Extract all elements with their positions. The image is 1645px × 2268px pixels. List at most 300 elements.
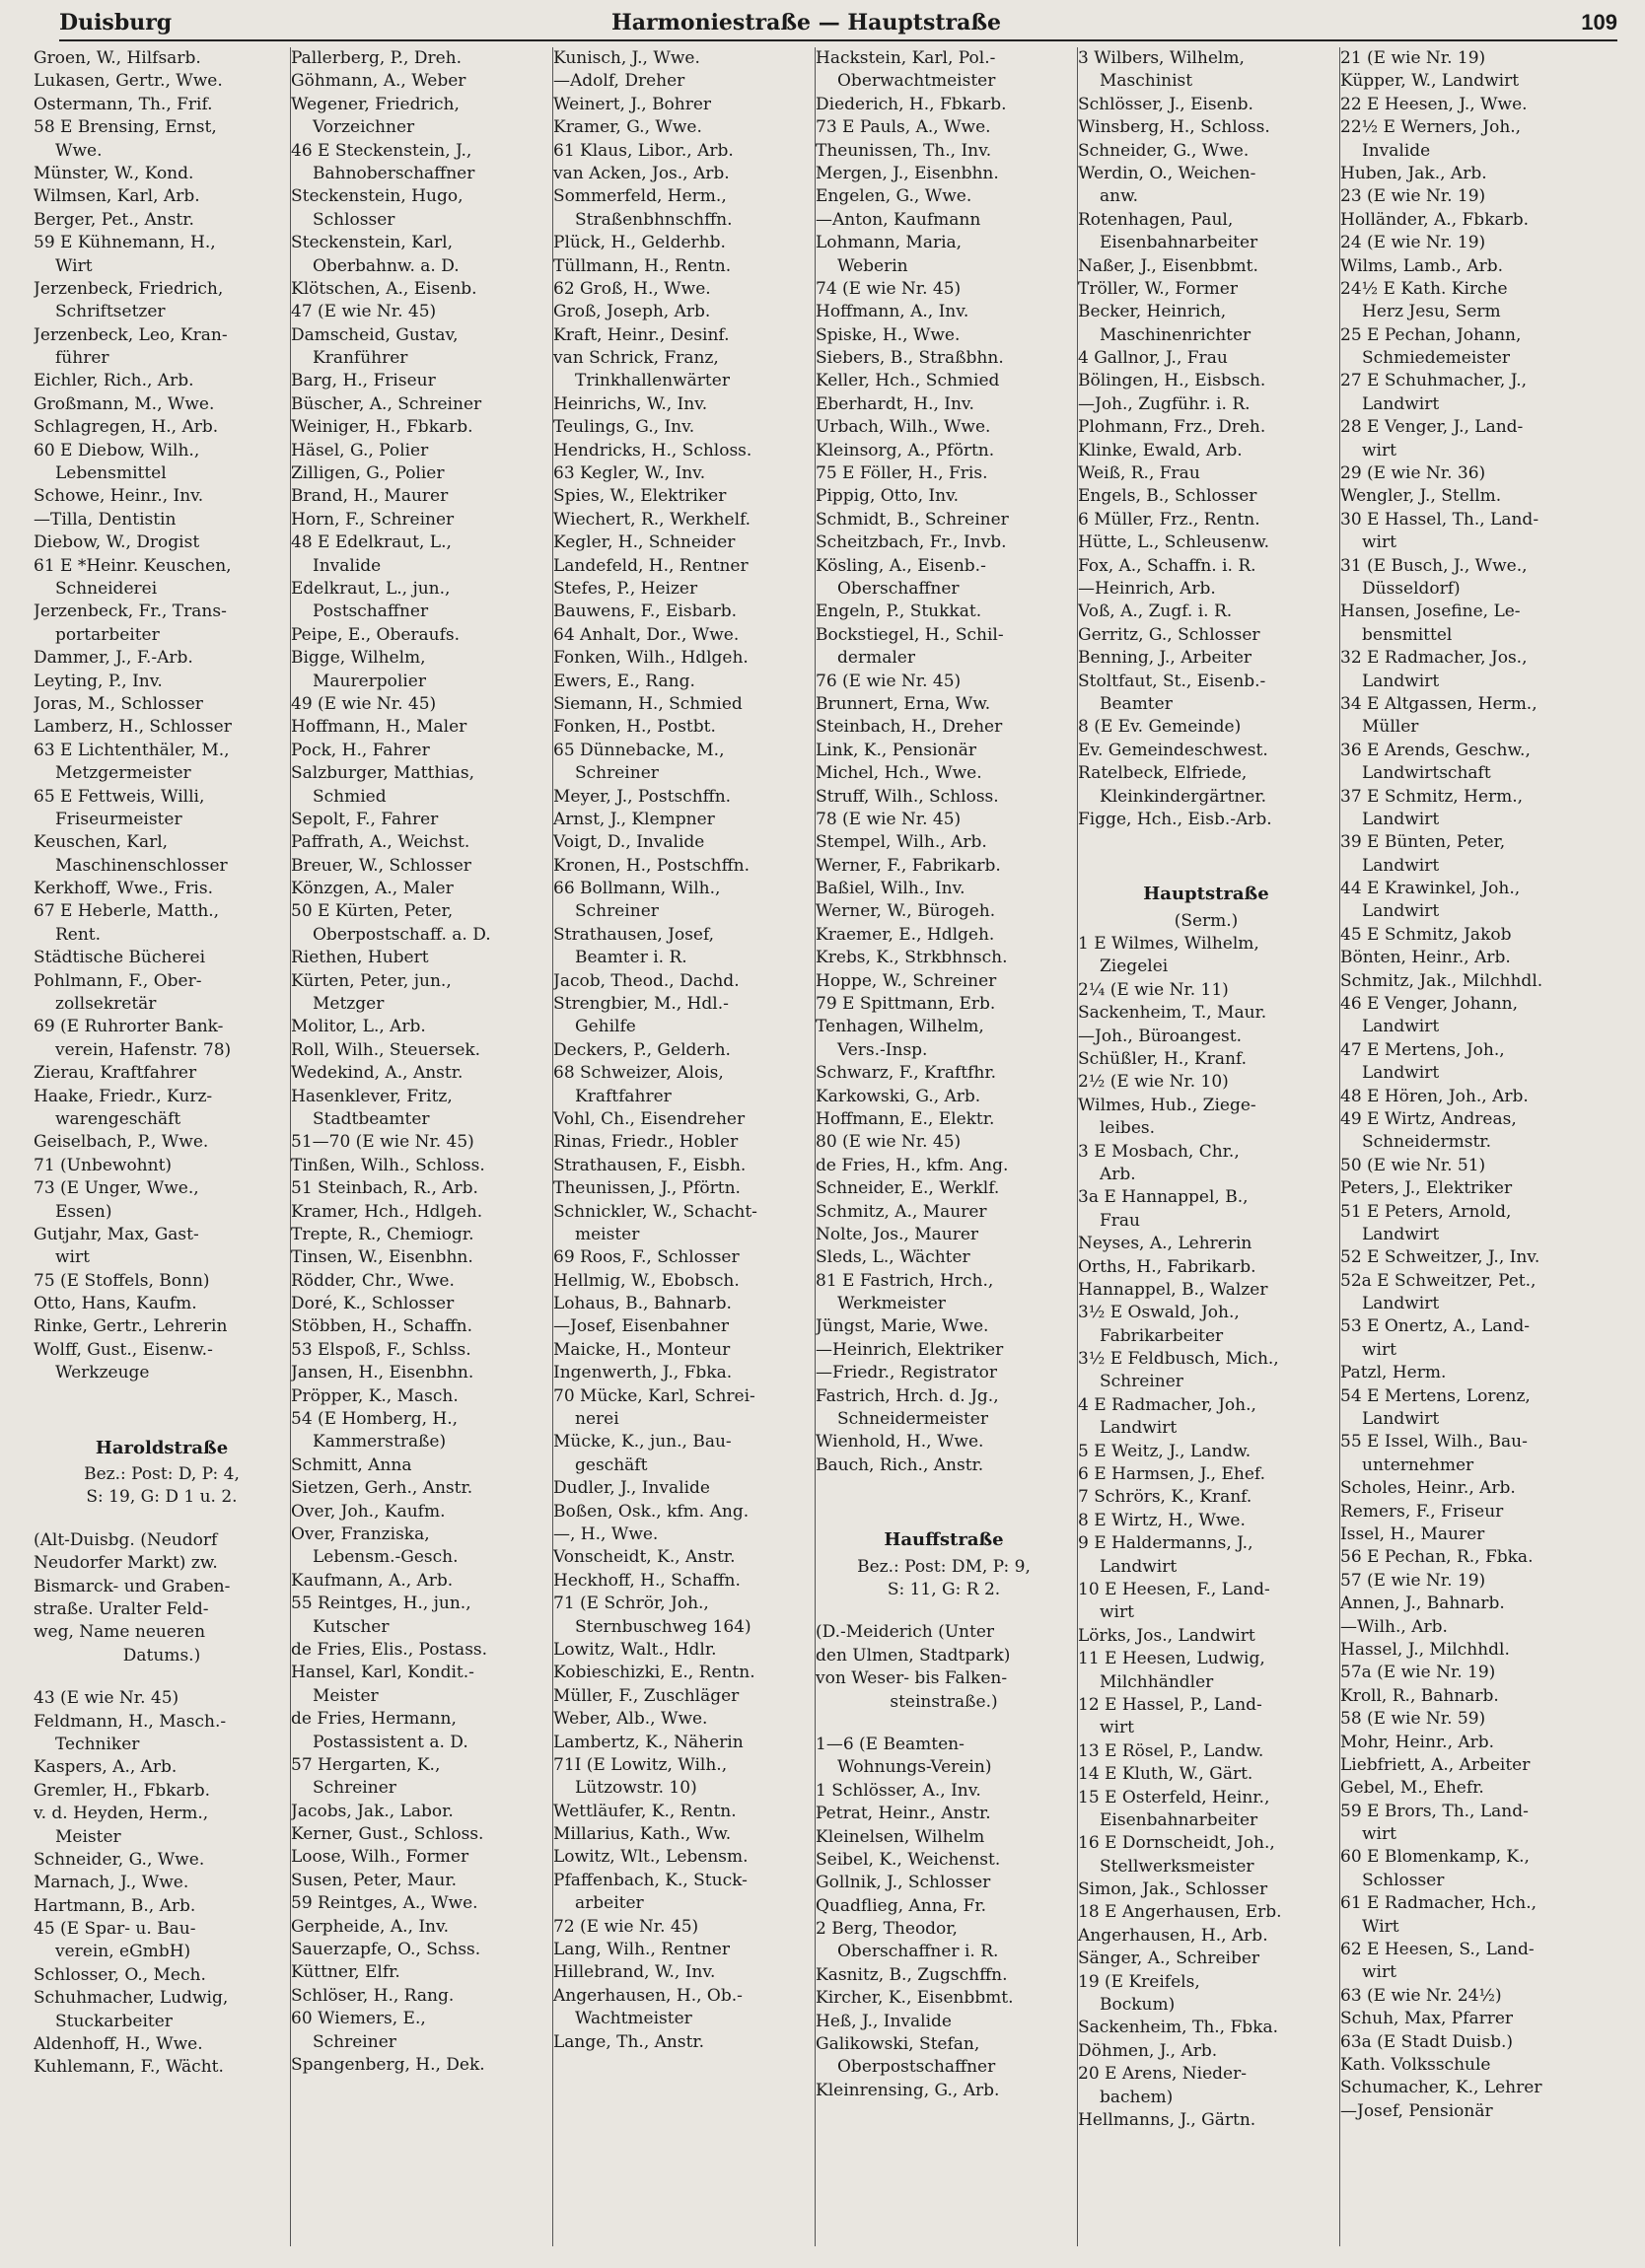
directory-entry: 14 E Kluth, W., Gärt. bbox=[1078, 1764, 1253, 1785]
directory-entry: 19 (E Kreifels, bbox=[1078, 1971, 1200, 1992]
directory-entry: 80 (E wie Nr. 45) bbox=[816, 1132, 962, 1153]
entry-continuation: verein, eGmbH) bbox=[55, 1942, 191, 1962]
directory-entry: Schüßler, H., Kranf. bbox=[1078, 1049, 1248, 1070]
directory-entry: Sauerzapfe, O., Schss. bbox=[291, 1940, 481, 1960]
directory-entry: Joras, M., Schlosser bbox=[34, 693, 203, 714]
directory-entry: 25 E Pechan, Johann, bbox=[1340, 324, 1522, 345]
directory-entry: Wilmsen, Karl, Arb. bbox=[34, 186, 200, 207]
directory-entry: Schneider, E., Werklf. bbox=[816, 1178, 1000, 1199]
directory-entry: Damscheid, Gustav, bbox=[291, 324, 459, 345]
directory-entry: Becker, Heinrich, bbox=[1078, 302, 1227, 322]
directory-entry: Schlöser, H., Rang. bbox=[291, 1985, 455, 2006]
directory-entry: Mohr, Heinr., Arb. bbox=[1340, 1732, 1495, 1752]
directory-entry: Büscher, A., Schreiner bbox=[291, 393, 482, 414]
directory-entry: Peters, J., Elektriker bbox=[1340, 1178, 1513, 1199]
directory-entry: Weinert, J., Bohrer bbox=[553, 94, 712, 114]
directory-entry: 31 (E Busch, J., Wwe., bbox=[1340, 555, 1528, 576]
entry-continuation: Fabrikarbeiter bbox=[1100, 1325, 1224, 1346]
entry-continuation: Schneidermeister bbox=[837, 1409, 988, 1430]
directory-entry: Hartmann, B., Arb. bbox=[34, 1895, 196, 1916]
directory-entry: Mücke, K., jun., Bau- bbox=[553, 1432, 732, 1453]
directory-entry: 57 (E wie Nr. 19) bbox=[1340, 1570, 1486, 1591]
directory-entry: Tinsen, W., Eisenbhn. bbox=[291, 1247, 473, 1268]
entry-continuation: verein, Hafenstr. 78) bbox=[55, 1039, 232, 1060]
directory-entry: Engeln, P., Stukkat. bbox=[816, 602, 982, 622]
directory-entry: Angerhausen, H., Ob.- bbox=[553, 1985, 743, 2006]
directory-entry: 63 Kegler, W., Inv. bbox=[553, 463, 706, 484]
directory-entry: 3a E Hannappel, B., bbox=[1078, 1187, 1249, 1208]
directory-entry: Lamberz, H., Schlosser bbox=[34, 717, 232, 738]
directory-entry: Naßer, J., Eisenbbmt. bbox=[1078, 255, 1258, 276]
directory-entry: 65 E Fettweis, Willi, bbox=[34, 786, 205, 807]
directory-entry: Schwarz, F., Kraftfhr. bbox=[816, 1063, 997, 1084]
entry-continuation: Landwirt bbox=[1362, 671, 1440, 691]
entry-continuation: geschäft bbox=[575, 1454, 648, 1475]
directory-entry: Spangenberg, H., Dek. bbox=[291, 2054, 485, 2075]
directory-entry: van Schrick, Franz, bbox=[553, 348, 719, 369]
street-info: S: 19, G: D 1 u. 2. bbox=[86, 1487, 238, 1508]
entry-continuation: Meister bbox=[55, 1826, 121, 1847]
directory-entry: Brunnert, Erna, Ww. bbox=[816, 693, 991, 714]
entry-continuation: Stadtbeamter bbox=[313, 1108, 430, 1129]
entry-continuation: nerei bbox=[575, 1409, 619, 1430]
directory-entry: 58 (E wie Nr. 59) bbox=[1340, 1709, 1486, 1730]
directory-entry: Spiske, H., Wwe. bbox=[816, 324, 961, 345]
entry-continuation: führer bbox=[55, 348, 109, 369]
street-info: S: 11, G: R 2. bbox=[887, 1580, 1001, 1599]
entry-continuation: Metzger bbox=[313, 994, 385, 1015]
directory-entry: Teulings, G., Inv. bbox=[553, 417, 695, 438]
entry-continuation: Kranführer bbox=[313, 348, 408, 369]
directory-entry: Lowitz, Walt., Hdlr. bbox=[553, 1639, 717, 1660]
directory-entry: Siebers, B., Straßbhn. bbox=[816, 348, 1004, 369]
entry-continuation: Landwirt bbox=[1100, 1418, 1178, 1439]
directory-entry: Kegler, H., Schneider bbox=[553, 532, 736, 553]
entry-continuation: Schreiner bbox=[575, 763, 659, 784]
directory-entry: 69 Roos, F., Schlosser bbox=[553, 1247, 740, 1268]
entry-continuation: wirt bbox=[55, 1247, 90, 1268]
directory-entry: 47 (E wie Nr. 45) bbox=[291, 302, 437, 322]
directory-entry: Groen, W., Hilfsarb. bbox=[34, 48, 201, 68]
directory-entry: Loose, Wilh., Former bbox=[291, 1847, 469, 1868]
directory-entry: 61 E Radmacher, Hch., bbox=[1340, 1893, 1538, 1914]
directory-entry: weg, Name neueren bbox=[34, 1622, 206, 1643]
directory-entry: 47 E Mertens, Joh., bbox=[1340, 1039, 1505, 1060]
directory-entry: Wilms, Lamb., Arb. bbox=[1340, 255, 1504, 276]
entry-continuation: Schneiderei bbox=[55, 578, 158, 599]
directory-entry: Kasnitz, B., Zugschffn. bbox=[816, 1964, 1008, 1985]
directory-entry: 53 E Onertz, A., Land- bbox=[1340, 1316, 1531, 1337]
entry-continuation: Meister bbox=[313, 1685, 379, 1706]
directory-entry: 71 (Unbewohnt) bbox=[34, 1155, 173, 1175]
directory-entry: 55 Reintges, H., jun., bbox=[291, 1594, 471, 1614]
entry-continuation: Maschinenrichter bbox=[1100, 324, 1252, 345]
spacer bbox=[34, 1405, 290, 1425]
directory-entry: de Fries, H., kfm. Ang. bbox=[816, 1155, 1009, 1175]
directory-entry: Eberhardt, H., Inv. bbox=[816, 393, 974, 414]
entry-continuation: Schreiner bbox=[313, 1778, 396, 1799]
directory-entry: Hütte, L., Schleusenw. bbox=[1078, 532, 1270, 553]
directory-entry: Lambertz, K., Näherin bbox=[553, 1732, 744, 1752]
directory-entry: 71I (E Lowitz, Wilh., bbox=[553, 1754, 728, 1775]
directory-entry: 3½ E Oswald, Joh., bbox=[1078, 1303, 1240, 1323]
directory-entry: Kunisch, J., Wwe. bbox=[553, 48, 700, 68]
directory-entry: Leyting, P., Inv. bbox=[34, 671, 163, 691]
directory-entry: 63 E Lichtenthäler, M., bbox=[34, 740, 230, 760]
entry-continuation: portarbeiter bbox=[55, 624, 160, 645]
directory-entry: Dammer, J., F.-Arb. bbox=[34, 648, 193, 669]
header-city: Duisburg bbox=[59, 10, 173, 35]
street-info: Datums.) bbox=[122, 1645, 201, 1666]
entry-continuation: Stellwerksmeister bbox=[1100, 1856, 1254, 1877]
directory-entry: 10 E Heesen, F., Land- bbox=[1078, 1580, 1270, 1599]
entry-continuation: Stuckarbeiter bbox=[55, 2011, 173, 2031]
entry-continuation: Maschinist bbox=[1100, 71, 1193, 92]
directory-entry: 74 (E wie Nr. 45) bbox=[816, 278, 962, 299]
directory-entry: Häsel, G., Polier bbox=[291, 440, 429, 461]
directory-entry: 18 E Angerhausen, Erb. bbox=[1078, 1902, 1282, 1923]
directory-entry: Plück, H., Gelderhb. bbox=[553, 233, 726, 253]
directory-entry: Schowe, Heinr., Inv. bbox=[34, 486, 204, 507]
directory-entry: Arnst, J., Klempner bbox=[553, 809, 715, 829]
directory-entry: Schmitt, Anna bbox=[291, 1454, 412, 1475]
page-header bbox=[59, 8, 1617, 41]
directory-entry: 51 E Peters, Arnold, bbox=[1340, 1201, 1512, 1222]
directory-entry: Tüllmann, H., Rentn. bbox=[553, 255, 732, 276]
street-heading: Hauffstraße bbox=[884, 1529, 1004, 1551]
directory-entry: Müller, F., Zuschläger bbox=[553, 1685, 740, 1706]
directory-entry: Neyses, A., Lehrerin bbox=[1078, 1234, 1252, 1254]
directory-entry: Lohmann, Maria, bbox=[816, 233, 963, 253]
entry-continuation: Kleinkindergärtner. bbox=[1100, 786, 1266, 807]
entry-continuation: Straßenbhnschffn. bbox=[575, 209, 733, 230]
directory-entry: Vohl, Ch., Eisendreher bbox=[553, 1108, 746, 1129]
entry-continuation: Wwe. bbox=[55, 140, 103, 161]
directory-entry: Lange, Th., Anstr. bbox=[553, 2031, 705, 2052]
directory-entry: Fox, A., Schaffn. i. R. bbox=[1078, 555, 1256, 576]
directory-entry: Kraemer, E., Hdlgeh. bbox=[816, 924, 995, 945]
entry-continuation: Ziegelei bbox=[1100, 957, 1169, 977]
entry-continuation: Schreiner bbox=[1100, 1372, 1183, 1392]
directory-entry: Schneider, G., Wwe. bbox=[34, 1849, 205, 1870]
directory-entry: Diederich, H., Fbkarb. bbox=[816, 94, 1007, 114]
directory-entry: Landefeld, H., Rentner bbox=[553, 555, 749, 576]
directory-entry: Groß, Joseph, Arb. bbox=[553, 302, 711, 322]
directory-entry: Theunissen, Th., Inv. bbox=[816, 140, 992, 161]
directory-entry: Engels, B., Schlosser bbox=[1078, 486, 1257, 507]
directory-entry: 21 (E wie Nr. 19) bbox=[1340, 48, 1486, 68]
directory-entry: 56 E Pechan, R., Fbka. bbox=[1340, 1547, 1534, 1568]
column-4 bbox=[815, 47, 1072, 2246]
directory-entry: Paffrath, A., Weichst. bbox=[291, 832, 470, 853]
directory-entry: Feldmann, H., Masch.- bbox=[34, 1711, 227, 1732]
directory-entry: 1 E Wilmes, Wilhelm, bbox=[1078, 934, 1259, 955]
directory-entry: Pippig, Otto, Inv. bbox=[816, 486, 960, 507]
directory-entry: Strengbier, M., Hdl.- bbox=[553, 994, 729, 1015]
directory-entry: Engelen, G., Wwe. bbox=[816, 186, 972, 207]
entry-continuation: wirt bbox=[1100, 1718, 1134, 1738]
directory-entry: Zilligen, G., Polier bbox=[291, 463, 445, 484]
directory-entry: 24½ E Kath. Kirche bbox=[1340, 278, 1508, 299]
entry-continuation: Kammerstraße) bbox=[313, 1432, 447, 1453]
spacer bbox=[816, 1497, 1072, 1517]
directory-entry: 48 E Hören, Joh., Arb. bbox=[1340, 1086, 1529, 1106]
directory-entry: Werner, W., Bürogeh. bbox=[816, 901, 996, 922]
directory-entry: Brand, H., Maurer bbox=[291, 486, 449, 507]
entry-continuation: Lebensmittel bbox=[55, 463, 167, 484]
directory-entry: Schneider, G., Wwe. bbox=[1078, 140, 1250, 161]
street-info: steinstraße.) bbox=[890, 1691, 998, 1712]
directory-entry: Hansel, Karl, Kondit.- bbox=[291, 1663, 474, 1683]
directory-entry: Link, K., Pensionär bbox=[816, 740, 976, 760]
directory-entry: Heß, J., Invalide bbox=[816, 2011, 952, 2031]
directory-entry: 63 (E wie Nr. 24½) bbox=[1340, 1985, 1502, 2006]
directory-entry: Kaufmann, A., Arb. bbox=[291, 1570, 454, 1591]
directory-entry: 16 E Dornscheidt, Joh., bbox=[1078, 1833, 1275, 1854]
directory-entry: Kronen, H., Postschffn. bbox=[553, 855, 751, 876]
directory-entry: Pallerberg, P., Dreh. bbox=[291, 48, 463, 68]
directory-entry: Hoffmann, A., Inv. bbox=[816, 302, 969, 322]
entry-continuation: Schmiedemeister bbox=[1362, 348, 1511, 369]
directory-entry: 43 (E wie Nr. 45) bbox=[34, 1688, 179, 1709]
directory-entry: Lang, Wilh., Rentner bbox=[553, 1940, 731, 1960]
directory-entry: Neudorfer Markt) zw. bbox=[34, 1553, 218, 1574]
directory-entry: 6 Müller, Frz., Rentn. bbox=[1078, 509, 1260, 530]
directory-entry: 24 (E wie Nr. 19) bbox=[1340, 233, 1486, 253]
entry-continuation: Essen) bbox=[55, 1201, 112, 1222]
directory-entry: —Heinrich, Arb. bbox=[1078, 578, 1216, 599]
directory-entry: 46 E Venger, Johann, bbox=[1340, 994, 1519, 1015]
directory-entry: 2¼ (E wie Nr. 11) bbox=[1078, 979, 1229, 1000]
entry-continuation: Kutscher bbox=[313, 1616, 390, 1637]
directory-entry: Döhmen, J., Arb. bbox=[1078, 2040, 1218, 2061]
directory-entry: Jacob, Theod., Dachd. bbox=[553, 970, 740, 991]
directory-entry: Hoffmann, H., Maler bbox=[291, 717, 467, 738]
directory-entry: 53 Elspoß, F., Schlss. bbox=[291, 1339, 471, 1360]
directory-entry: 78 (E wie Nr. 45) bbox=[816, 809, 962, 829]
entry-continuation: Wachtmeister bbox=[575, 2009, 692, 2029]
directory-entry: de Fries, Hermann, bbox=[291, 1709, 457, 1730]
directory-entry: Rinas, Friedr., Hobler bbox=[553, 1132, 739, 1153]
directory-entry: Rödder, Chr., Wwe. bbox=[291, 1270, 455, 1291]
entry-continuation: Metzgermeister bbox=[55, 763, 191, 784]
entry-continuation: Düsseldorf) bbox=[1362, 578, 1461, 599]
directory-entry: 3 E Mosbach, Chr., bbox=[1078, 1141, 1240, 1162]
directory-entry: Heinrichs, W., Inv. bbox=[553, 393, 708, 414]
entry-continuation: Landwirt bbox=[1362, 1409, 1440, 1430]
directory-entry: 45 E Schmitz, Jakob bbox=[1340, 924, 1512, 945]
directory-entry: 73 (E Unger, Wwe., bbox=[34, 1178, 199, 1199]
directory-entry: Krebs, K., Strkbhnsch. bbox=[816, 948, 1008, 968]
entry-continuation: Schreiner bbox=[575, 901, 659, 922]
directory-entry: Bauch, Rich., Anstr. bbox=[816, 1454, 984, 1475]
directory-entry: Spies, W., Elektriker bbox=[553, 486, 727, 507]
entry-continuation: Landwirt bbox=[1362, 1294, 1440, 1314]
directory-entry: Angerhausen, H., Arb. bbox=[1078, 1925, 1268, 1946]
entry-continuation: Friseurmeister bbox=[55, 809, 182, 829]
entry-continuation: wirt bbox=[1362, 1962, 1396, 1983]
directory-entry: Schuh, Max, Pfarrer bbox=[1340, 2009, 1514, 2029]
entry-continuation: Maschinenschlosser bbox=[55, 855, 228, 876]
entry-continuation: Frau bbox=[1100, 1210, 1141, 1231]
directory-entry: Lukasen, Gertr., Wwe. bbox=[34, 71, 223, 92]
directory-entry: Schuhmacher, Ludwig, bbox=[34, 1988, 229, 2009]
directory-entry: Pock, H., Fahrer bbox=[291, 740, 430, 760]
directory-entry: Kramer, G., Wwe. bbox=[553, 117, 702, 138]
directory-entry: Issel, H., Maurer bbox=[1340, 1524, 1485, 1544]
entry-continuation: Sternbuschweg 164) bbox=[575, 1616, 751, 1637]
column-6 bbox=[1339, 47, 1626, 2246]
spacer bbox=[816, 1601, 1072, 1621]
entry-continuation: Oberschaffner bbox=[837, 578, 960, 599]
directory-entry: 1—6 (E Beamten- bbox=[816, 1734, 965, 1754]
directory-entry: Theunissen, J., Pförtn. bbox=[553, 1178, 741, 1199]
directory-entry: Kuhlemann, F., Wächt. bbox=[34, 2057, 224, 2078]
directory-entry: Schmitz, Jak., Milchhdl. bbox=[1340, 970, 1543, 991]
entry-continuation: Eisenbahnarbeiter bbox=[1100, 1809, 1258, 1830]
directory-entry: Keller, Hch., Schmied bbox=[816, 371, 1000, 391]
directory-entry: Ratelbeck, Elfriede, bbox=[1078, 763, 1248, 784]
entry-continuation: Lebensm.-Gesch. bbox=[313, 1547, 459, 1568]
directory-entry: Sommerfeld, Herm., bbox=[553, 186, 727, 207]
directory-entry: 59 E Kühnemann, H., bbox=[34, 233, 216, 253]
directory-entry: Geiselbach, P., Wwe. bbox=[34, 1132, 209, 1153]
entry-continuation: Invalide bbox=[1362, 140, 1431, 161]
directory-entry: Over, Joh., Kaufm. bbox=[291, 1501, 446, 1522]
directory-entry: 8 E Wirtz, H., Wwe. bbox=[1078, 1510, 1246, 1530]
entry-continuation: Landwirt bbox=[1362, 901, 1440, 922]
entry-continuation: Schmied bbox=[313, 786, 387, 807]
directory-entry: 9 E Haldermanns, J., bbox=[1078, 1533, 1253, 1554]
directory-entry: Könzgen, A., Maler bbox=[291, 879, 454, 899]
entry-continuation: Wirt bbox=[1362, 1916, 1399, 1937]
directory-entry: —Adolf, Dreher bbox=[553, 71, 685, 92]
directory-entry: —Wilh., Arb. bbox=[1340, 1616, 1448, 1637]
directory-entry: 29 (E wie Nr. 36) bbox=[1340, 463, 1486, 484]
directory-entry: 36 E Arends, Geschw., bbox=[1340, 740, 1531, 760]
directory-entry: Trepte, R., Chemiogr. bbox=[291, 1224, 474, 1244]
spacer bbox=[34, 1385, 290, 1405]
directory-entry: Schumacher, K., Lehrer bbox=[1340, 2078, 1542, 2098]
directory-entry: Gremler, H., Fbkarb. bbox=[34, 1780, 211, 1801]
directory-entry: Städtische Bücherei bbox=[34, 948, 206, 968]
directory-entry: v. d. Heyden, Herm., bbox=[34, 1804, 209, 1824]
directory-entry: Petrat, Heinr., Anstr. bbox=[816, 1804, 991, 1824]
page-number: 109 bbox=[1581, 10, 1617, 35]
directory-entry: Gerritz, G., Schlosser bbox=[1078, 624, 1260, 645]
directory-entry: Aldenhoff, H., Wwe. bbox=[34, 2034, 203, 2055]
directory-entry: Hendricks, H., Schloss. bbox=[553, 440, 752, 461]
directory-entry: 79 E Spittmann, Erb. bbox=[816, 994, 996, 1015]
directory-entry: Remers, F., Friseur bbox=[1340, 1501, 1504, 1522]
directory-entry: Hansen, Josefine, Le- bbox=[1340, 602, 1521, 622]
directory-entry: 68 Schweizer, Alois, bbox=[553, 1063, 724, 1084]
directory-entry: Galikowski, Stefan, bbox=[816, 2034, 980, 2055]
directory-entry: 3 Wilbers, Wilhelm, bbox=[1078, 48, 1245, 68]
directory-entry: Fastrich, Hrch. d. Jg., bbox=[816, 1385, 999, 1406]
directory-entry: Edelkraut, L., jun., bbox=[291, 578, 451, 599]
entry-continuation: Eisenbahnarbeiter bbox=[1100, 233, 1258, 253]
entry-continuation: Wirt bbox=[55, 255, 93, 276]
directory-entry: 20 E Arens, Nieder- bbox=[1078, 2064, 1247, 2085]
directory-entry: 50 (E wie Nr. 51) bbox=[1340, 1155, 1486, 1175]
entry-continuation: Schriftsetzer bbox=[55, 302, 166, 322]
directory-entry: straße. Uralter Feld- bbox=[34, 1599, 209, 1619]
entry-continuation: unternehmer bbox=[1362, 1454, 1474, 1475]
directory-entry: Boßen, Osk., kfm. Ang. bbox=[553, 1501, 750, 1522]
directory-entry: Marnach, J., Wwe. bbox=[34, 1873, 189, 1893]
directory-entry: 59 E Brors, Th., Land- bbox=[1340, 1801, 1529, 1821]
directory-entry: Tinßen, Wilh., Schloss. bbox=[291, 1155, 485, 1175]
directory-entry: Maicke, H., Monteur bbox=[553, 1339, 731, 1360]
directory-entry: Hoppe, W., Schreiner bbox=[816, 970, 997, 991]
directory-entry: Breuer, W., Schlosser bbox=[291, 855, 471, 876]
street-info: Bez.: Post: DM, P: 9, bbox=[857, 1556, 1031, 1577]
entry-continuation: Landwirt bbox=[1100, 1556, 1178, 1577]
entry-continuation: Lützowstr. 10) bbox=[575, 1778, 697, 1799]
directory-entry: Diebow, W., Drogist bbox=[34, 532, 200, 553]
column-1 bbox=[34, 47, 290, 2246]
directory-entry: Susen, Peter, Maur. bbox=[291, 1870, 457, 1890]
directory-entry: Wienhold, H., Wwe. bbox=[816, 1432, 984, 1453]
directory-entry: 46 E Steckenstein, J., bbox=[291, 140, 472, 161]
directory-entry: Seibel, K., Weichenst. bbox=[816, 1849, 1001, 1870]
directory-entry: von Weser- bis Falken- bbox=[816, 1668, 1008, 1689]
entry-continuation: wirt bbox=[1362, 1824, 1396, 1845]
directory-entry: Stempel, Wilh., Arb. bbox=[816, 832, 987, 853]
directory-entry: 34 E Altgassen, Herm., bbox=[1340, 693, 1538, 714]
directory-entry: Fonken, H., Postbt. bbox=[553, 717, 716, 738]
entry-continuation: Schlosser bbox=[1362, 1870, 1445, 1890]
directory-entry: 13 E Rösel, P., Landw. bbox=[1078, 1740, 1264, 1761]
directory-entry: Wettläufer, K., Rentn. bbox=[553, 1801, 737, 1821]
directory-entry: 54 E Mertens, Lorenz, bbox=[1340, 1385, 1531, 1406]
entry-continuation: Gehilfe bbox=[575, 1017, 636, 1037]
directory-entry: Salzburger, Matthias, bbox=[291, 763, 474, 784]
directory-entry: Wedekind, A., Anstr. bbox=[291, 1063, 464, 1084]
directory-entry: Peipe, E., Oberaufs. bbox=[291, 624, 461, 645]
directory-entry: Wengler, J., Stellm. bbox=[1340, 486, 1502, 507]
directory-entry: Steckenstein, Karl, bbox=[291, 233, 453, 253]
directory-entry: Scholes, Heinr., Arb. bbox=[1340, 1478, 1516, 1499]
directory-entry: 12 E Hassel, P., Land- bbox=[1078, 1694, 1262, 1715]
entry-continuation: arbeiter bbox=[575, 1893, 644, 1914]
directory-entry: Scheitzbach, Fr., Invb. bbox=[816, 532, 1007, 553]
entry-continuation: Vorzeichner bbox=[313, 117, 415, 138]
directory-entry: 49 E Wirtz, Andreas, bbox=[1340, 1108, 1517, 1129]
directory-entry: 48 E Edelkraut, L., bbox=[291, 532, 452, 553]
directory-entry: 4 Gallnor, J., Frau bbox=[1078, 348, 1228, 369]
directory-entry: Baßiel, Wilh., Inv. bbox=[816, 879, 966, 899]
directory-entry: 39 E Bünten, Peter, bbox=[1340, 832, 1506, 853]
directory-entry: 62 E Heesen, S., Land- bbox=[1340, 1940, 1535, 1960]
directory-entry: 73 E Pauls, A., Wwe. bbox=[816, 117, 991, 138]
directory-entry: Kobieschizki, E., Rentn. bbox=[553, 1663, 755, 1683]
directory-entry: Jacobs, Jak., Labor. bbox=[291, 1801, 454, 1821]
directory-entry: Ingenwerth, J., Fbka. bbox=[553, 1363, 733, 1383]
directory-entry: Barg, H., Friseur bbox=[291, 371, 436, 391]
directory-entry: 1 Schlösser, A., Inv. bbox=[816, 1780, 981, 1801]
directory-entry: Kürten, Peter, jun., bbox=[291, 970, 452, 991]
directory-entry: Ewers, E., Rang. bbox=[553, 671, 695, 691]
entry-continuation: bensmittel bbox=[1362, 624, 1453, 645]
directory-entry: 28 E Venger, J., Land- bbox=[1340, 417, 1524, 438]
spacer bbox=[34, 1667, 290, 1687]
entry-continuation: Oberpostschaff. a. D. bbox=[313, 924, 491, 945]
directory-entry: 60 E Diebow, Wilh., bbox=[34, 440, 200, 461]
directory-entry: 32 E Radmacher, Jos., bbox=[1340, 648, 1528, 669]
directory-entry: 51—70 (E wie Nr. 45) bbox=[291, 1132, 474, 1153]
